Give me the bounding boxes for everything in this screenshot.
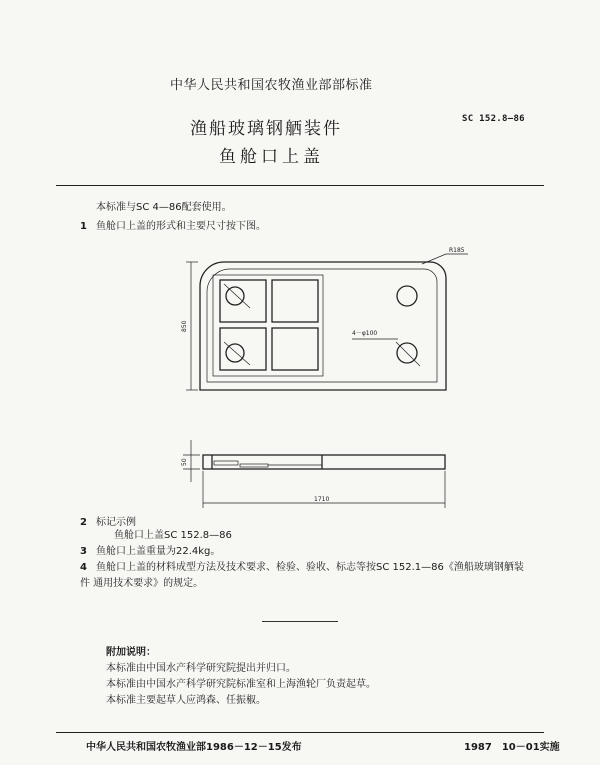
clause-2-number: 2 bbox=[80, 517, 87, 528]
radius-dimension: R185 bbox=[449, 247, 465, 254]
plan-view bbox=[181, 247, 468, 390]
additional-note-2: 本标准由中国水产科学研究院标准室和上海渔轮厂负责起草。 bbox=[106, 679, 376, 690]
clause-2-text: 标记示例 bbox=[96, 517, 136, 528]
additional-notes-title: 附加说明： bbox=[106, 647, 156, 658]
additional-note-1: 本标准由中国水产科学研究院提出并归口。 bbox=[106, 663, 296, 674]
clause-3-number: 3 bbox=[80, 546, 87, 557]
length-dimension: 1710 bbox=[314, 496, 330, 503]
issue-date: 中华人民共和国农牧渔业部1986－12－15发布 bbox=[86, 742, 302, 753]
clause-1-number: 1 bbox=[80, 221, 87, 232]
document-subtitle: 鱼舱口上盖 bbox=[219, 147, 324, 167]
section-view bbox=[181, 440, 445, 508]
intro-text: 本标准与SC 4—86配套使用。 bbox=[96, 202, 232, 213]
hole-dimension: 4－φ100 bbox=[352, 330, 378, 337]
thickness-dimension: 50 bbox=[181, 458, 188, 466]
clause-3-text: 鱼舱口上盖重量为22.4kg。 bbox=[96, 546, 221, 557]
clause-4-text-line2: 件 通用技术要求》的规定。 bbox=[80, 578, 204, 589]
additional-note-3: 本标准主要起草人应鸿森、任振椒。 bbox=[106, 695, 266, 706]
clause-4-text-line1: 鱼舱口上盖的材料成型方法及技术要求、检验、验收、标志等按SC 152.1—86《渔船玻璃钢舾装 bbox=[96, 562, 524, 573]
clause-4-number: 4 bbox=[80, 562, 87, 573]
footer-divider bbox=[56, 732, 544, 733]
implementation-date: 1987 10－01实施 bbox=[464, 742, 560, 753]
height-dimension: 850 bbox=[181, 320, 188, 332]
clause-1-text: 鱼舱口上盖的形式和主要尺寸按下图。 bbox=[96, 221, 266, 232]
standard-code: SC 152.8—86 bbox=[462, 114, 525, 124]
marking-example: 鱼舱口上盖SC 152.8—86 bbox=[114, 530, 232, 541]
section-divider bbox=[262, 621, 338, 622]
document-title: 渔船玻璃钢舾装件 bbox=[190, 119, 342, 139]
issuer-heading: 中华人民共和国农牧渔业部部标准 bbox=[170, 78, 373, 93]
